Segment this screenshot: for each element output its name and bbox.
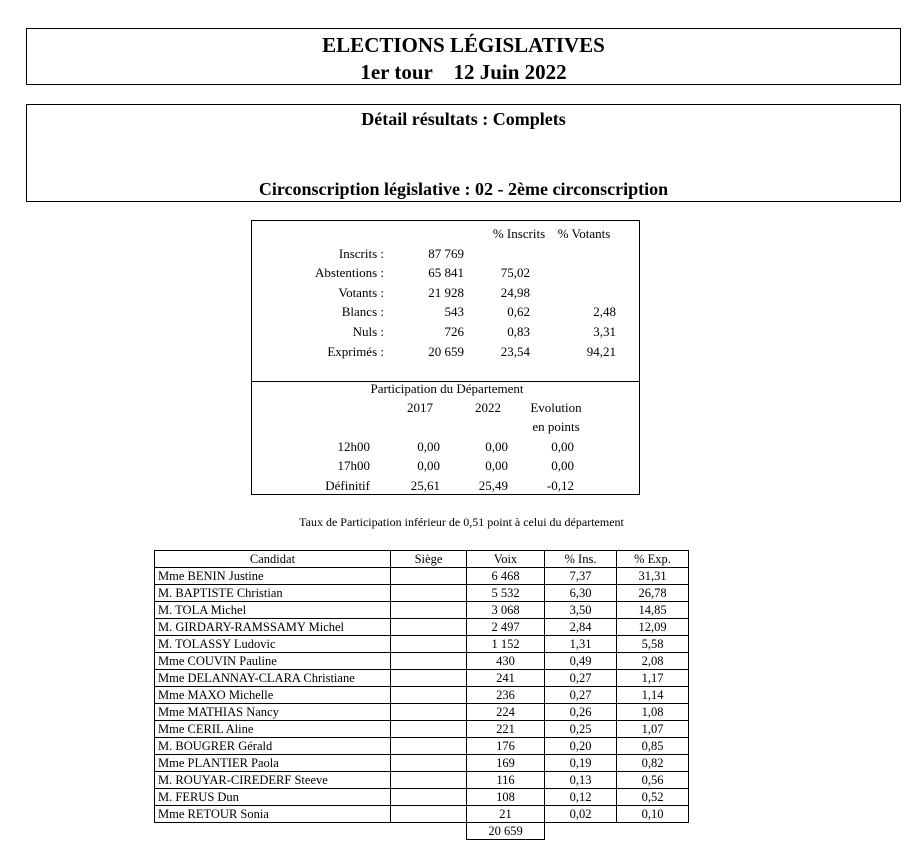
candidate-pct-exp: 1,07 — [617, 721, 689, 738]
detail-box — [26, 104, 901, 202]
candidate-pct-exp: 12,09 — [617, 619, 689, 636]
summary-label: Votants : — [338, 285, 384, 300]
candidate-pct-exp: 2,08 — [617, 653, 689, 670]
header-candidat: Candidat — [155, 551, 391, 568]
summary-pct-inscrits: 23,54 — [500, 344, 530, 359]
header-pct-ins: % Ins. — [545, 551, 617, 568]
candidate-pct-ins: 0,26 — [545, 704, 617, 721]
table-row — [155, 738, 689, 755]
stats-box — [251, 220, 640, 495]
candidate-pct-exp: 26,78 — [617, 585, 689, 602]
candidate-seat — [391, 653, 467, 670]
candidate-name: Mme RETOUR Sonia — [155, 806, 391, 823]
candidate-votes: 116 — [467, 772, 545, 789]
summary-value: 20 659 — [428, 344, 464, 359]
summary-label: Blancs : — [341, 304, 384, 319]
table-row — [155, 568, 689, 585]
summary-value: 726 — [444, 324, 464, 339]
header-pct-exp: % Exp. — [617, 551, 689, 568]
table-row — [155, 687, 689, 704]
candidate-seat — [391, 789, 467, 806]
participation-evolution: 0,00 — [551, 439, 574, 454]
candidate-name: M. GIRDARY-RAMSSAMY Michel — [155, 619, 391, 636]
candidate-pct-ins: 3,50 — [545, 602, 617, 619]
table-row — [155, 602, 689, 619]
candidate-votes: 241 — [467, 670, 545, 687]
candidate-pct-ins: 0,25 — [545, 721, 617, 738]
summary-pct-inscrits: 0,83 — [507, 324, 530, 339]
candidate-seat — [391, 619, 467, 636]
header-siege: Siège — [391, 551, 467, 568]
candidate-seat — [391, 721, 467, 738]
candidate-votes: 176 — [467, 738, 545, 755]
participation-evolution: 0,00 — [551, 458, 574, 473]
participation-2022: 25,49 — [478, 478, 508, 493]
participation-2017: 0,00 — [417, 439, 440, 454]
candidate-seat — [391, 772, 467, 789]
candidate-votes: 6 468 — [467, 568, 545, 585]
candidate-votes: 3 068 — [467, 602, 545, 619]
candidate-votes: 221 — [467, 721, 545, 738]
candidate-pct-ins: 0,12 — [545, 789, 617, 806]
col-2022: 2022 — [475, 400, 501, 415]
candidate-seat — [391, 806, 467, 823]
col-pct-inscrits: % Inscrits — [492, 226, 546, 241]
candidate-votes: 236 — [467, 687, 545, 704]
candidate-seat — [391, 704, 467, 721]
summary-value: 21 928 — [428, 285, 464, 300]
summary-label: Exprimés : — [327, 344, 384, 359]
summary-pct-inscrits: 75,02 — [500, 265, 530, 280]
candidate-pct-ins: 0,49 — [545, 653, 617, 670]
participation-2017: 25,61 — [410, 478, 440, 493]
candidate-seat — [391, 585, 467, 602]
candidate-name: Mme BENIN Justine — [155, 568, 391, 585]
candidate-name: Mme CERIL Aline — [155, 721, 391, 738]
table-row — [155, 721, 689, 738]
table-row — [155, 789, 689, 806]
participation-label: 12h00 — [337, 439, 370, 454]
document-title: ELECTIONS LÉGISLATIVES — [322, 33, 605, 57]
participation-title: Participation du Département — [370, 381, 524, 396]
results-status: Détail résultats : Complets — [361, 109, 566, 129]
candidate-pct-exp: 1,17 — [617, 670, 689, 687]
candidate-pct-ins: 0,13 — [545, 772, 617, 789]
table-row — [155, 772, 689, 789]
candidate-pct-exp: 5,58 — [617, 636, 689, 653]
table-row — [155, 806, 689, 823]
candidate-pct-ins: 0,02 — [545, 806, 617, 823]
round-date: 1er tour 12 Juin 2022 — [360, 60, 567, 84]
summary-label: Abstentions : — [315, 265, 384, 280]
candidate-pct-ins: 0,27 — [545, 670, 617, 687]
candidate-seat — [391, 602, 467, 619]
participation-note: Taux de Participation inférieur de 0,51 point à celui du département — [299, 515, 624, 529]
candidate-pct-ins: 2,84 — [545, 619, 617, 636]
candidate-pct-exp: 1,08 — [617, 704, 689, 721]
candidate-name: M. TOLA Michel — [155, 602, 391, 619]
header-voix: Voix — [467, 551, 545, 568]
title-box — [26, 28, 901, 85]
col-pct-votants: % Votants — [557, 226, 611, 241]
candidate-votes: 430 — [467, 653, 545, 670]
candidate-name: Mme MAXO Michelle — [155, 687, 391, 704]
candidate-seat — [391, 670, 467, 687]
candidate-votes: 21 — [467, 806, 545, 823]
summary-pct-inscrits: 0,62 — [507, 304, 530, 319]
candidate-name: M. ROUYAR-CIREDERF Steeve — [155, 772, 391, 789]
candidate-name: M. BAPTISTE Christian — [155, 585, 391, 602]
participation-evolution: -0,12 — [546, 478, 574, 493]
candidate-pct-ins: 0,20 — [545, 738, 617, 755]
candidate-pct-exp: 0,52 — [617, 789, 689, 806]
candidate-name: Mme MATHIAS Nancy — [155, 704, 391, 721]
candidate-pct-exp: 31,31 — [617, 568, 689, 585]
summary-pct-votants: 3,31 — [593, 324, 616, 339]
candidates-body — [155, 568, 689, 823]
participation-2017: 0,00 — [417, 458, 440, 473]
table-header-row — [155, 551, 689, 568]
table-row — [155, 670, 689, 687]
table-row — [155, 653, 689, 670]
candidate-votes: 224 — [467, 704, 545, 721]
candidate-pct-ins: 0,27 — [545, 687, 617, 704]
candidate-votes: 1 152 — [467, 636, 545, 653]
candidates-table — [154, 550, 689, 823]
candidate-pct-exp: 0,85 — [617, 738, 689, 755]
participation-2022: 0,00 — [485, 439, 508, 454]
summary-value: 65 841 — [428, 265, 464, 280]
candidate-seat — [391, 687, 467, 704]
summary-value: 87 769 — [428, 246, 464, 261]
candidate-pct-exp: 14,85 — [617, 602, 689, 619]
candidate-votes: 2 497 — [467, 619, 545, 636]
col-2017: 2017 — [407, 400, 433, 415]
summary-pct-votants: 2,48 — [593, 304, 616, 319]
table-row — [155, 755, 689, 772]
candidate-seat — [391, 738, 467, 755]
candidate-seat — [391, 755, 467, 772]
col-evolution-unit: en points — [532, 419, 580, 434]
candidate-votes: 108 — [467, 789, 545, 806]
candidate-seat — [391, 568, 467, 585]
table-row — [155, 585, 689, 602]
candidate-pct-exp: 0,10 — [617, 806, 689, 823]
candidate-seat — [391, 636, 467, 653]
candidate-pct-ins: 1,31 — [545, 636, 617, 653]
participation-label: Définitif — [325, 478, 370, 493]
summary-pct-inscrits: 24,98 — [500, 285, 530, 300]
candidate-pct-exp: 0,56 — [617, 772, 689, 789]
summary-pct-votants: 94,21 — [586, 344, 616, 359]
total-votes: 20 659 — [466, 822, 545, 840]
col-evolution: Evolution — [530, 400, 582, 415]
candidate-name: Mme DELANNAY-CLARA Christiane — [155, 670, 391, 687]
candidate-pct-ins: 0,19 — [545, 755, 617, 772]
table-row — [155, 636, 689, 653]
candidate-name: Mme COUVIN Pauline — [155, 653, 391, 670]
circumscription-label: Circonscription législative : 02 - 2ème circonscription — [258, 179, 669, 199]
candidate-votes: 5 532 — [467, 585, 545, 602]
candidate-votes: 169 — [467, 755, 545, 772]
table-row — [155, 619, 689, 636]
candidate-pct-ins: 7,37 — [545, 568, 617, 585]
summary-label: Inscrits : — [338, 246, 384, 261]
candidate-pct-exp: 1,14 — [617, 687, 689, 704]
participation-2022: 0,00 — [485, 458, 508, 473]
summary-label: Nuls : — [352, 324, 384, 339]
candidate-pct-exp: 0,82 — [617, 755, 689, 772]
candidate-name: Mme PLANTIER Paola — [155, 755, 391, 772]
candidate-name: M. BOUGRER Gérald — [155, 738, 391, 755]
summary-value: 543 — [444, 304, 464, 319]
table-row — [155, 704, 689, 721]
participation-label: 17h00 — [337, 458, 370, 473]
candidate-pct-ins: 6,30 — [545, 585, 617, 602]
candidate-name: M. FERUS Dun — [155, 789, 391, 806]
candidate-name: M. TOLASSY Ludovic — [155, 636, 391, 653]
